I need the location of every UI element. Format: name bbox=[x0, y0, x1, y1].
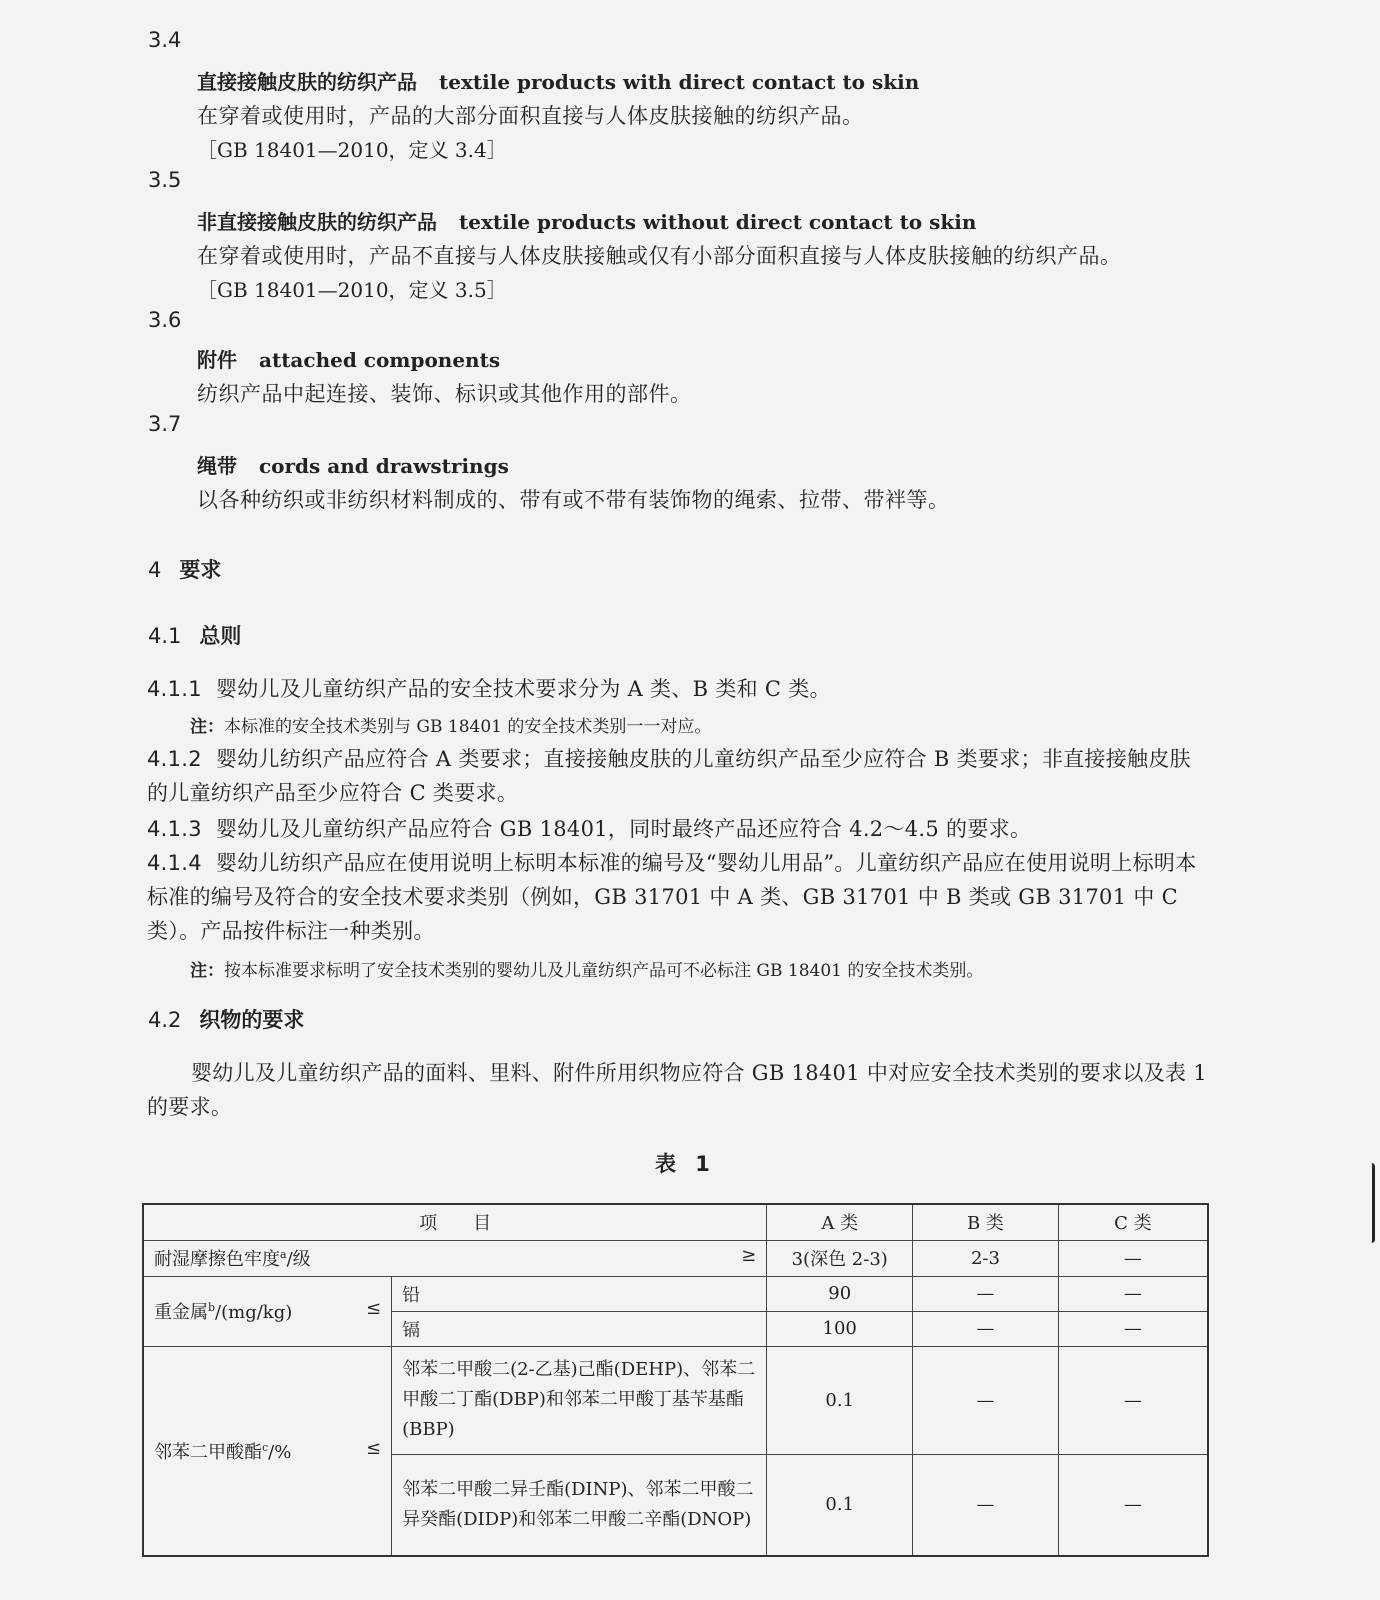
section-number: 4.1 bbox=[148, 624, 182, 648]
term-number: 3.5 bbox=[148, 168, 182, 192]
sub-item: 邻苯二甲酸二异壬酯(DINP)、邻苯二甲酸二异癸酯(DIDP)和邻苯二甲酸二辛酯(DNOP) bbox=[392, 1454, 767, 1556]
value-b: — bbox=[913, 1346, 1059, 1454]
value-b: 2-3 bbox=[913, 1240, 1059, 1276]
value-c: — bbox=[1058, 1240, 1208, 1276]
term-zh: 附件 bbox=[197, 348, 237, 372]
term-reference: ［GB 18401—2010，定义 3.5］ bbox=[197, 278, 507, 302]
row-group-label bbox=[143, 1276, 392, 1346]
row-label bbox=[143, 1240, 767, 1276]
value-a: 3(深色 2-3) bbox=[767, 1240, 913, 1276]
term-en: cords and drawstrings bbox=[259, 454, 509, 478]
section-title: 要求 bbox=[179, 558, 222, 582]
term-en: attached components bbox=[259, 348, 501, 372]
table-caption: 表 1 bbox=[655, 1152, 716, 1176]
sub-item: 铅 bbox=[392, 1276, 767, 1311]
clause-number: 4.1.2 bbox=[147, 747, 202, 771]
value-b: — bbox=[913, 1276, 1059, 1311]
binding-mark bbox=[1368, 1163, 1375, 1243]
clause-4-1-3 bbox=[147, 812, 1207, 846]
section-number: 4 bbox=[148, 558, 162, 582]
term-title bbox=[197, 66, 919, 95]
comparison-symbol: ≥ bbox=[741, 1245, 757, 1266]
term-reference: ［GB 18401—2010，定义 3.4］ bbox=[197, 138, 507, 162]
clause-number: 4.1.4 bbox=[147, 851, 202, 875]
clause-4-1-4 bbox=[147, 846, 1207, 948]
note-label: 注： bbox=[190, 961, 224, 981]
unit-text: /级 bbox=[286, 1249, 311, 1270]
note-text: 本标准的安全技术类别与 GB 18401 的安全技术类别一一对应。 bbox=[224, 717, 712, 737]
value-a: 100 bbox=[767, 1311, 913, 1346]
value-b: — bbox=[913, 1311, 1059, 1346]
term-number: 3.4 bbox=[148, 28, 182, 52]
paragraph-4-2: 婴幼儿及儿童纺织产品的面料、里料、附件所用织物应符合 GB 18401 中对应安全技术类别的要求以及表 1 的要求。 bbox=[147, 1061, 1207, 1119]
value-a: 0.1 bbox=[767, 1454, 913, 1556]
sub-item: 镉 bbox=[392, 1311, 767, 1346]
requirements-table bbox=[142, 1203, 1209, 1557]
section-title: 织物的要求 bbox=[199, 1008, 305, 1032]
table-row bbox=[143, 1240, 1208, 1276]
term-zh: 非直接接触皮肤的纺织产品 bbox=[197, 210, 437, 234]
comparison-symbol: ≤ bbox=[366, 1437, 382, 1459]
term-zh: 直接接触皮肤的纺织产品 bbox=[197, 70, 417, 94]
clause-text: 婴幼儿纺织产品应在使用说明上标明本标准的编号及“婴幼儿用品”。儿童纺织产品应在使用说明上标明本标准的编号及符合的安全技术要求类别（例如，GB 31701 中 A 类、GB 31701 中 B 类或 GB 31701 中 C 类）。产品按件标注一种类别。 bbox=[147, 851, 1197, 943]
footnote-mark: a bbox=[280, 1248, 287, 1261]
header-b: B 类 bbox=[913, 1204, 1059, 1240]
clause-4-1-2 bbox=[147, 742, 1207, 810]
value-c: — bbox=[1058, 1276, 1208, 1311]
unit-text: /% bbox=[268, 1441, 292, 1463]
section-number: 4.2 bbox=[148, 1008, 182, 1032]
value-a: 90 bbox=[767, 1276, 913, 1311]
term-en: textile products without direct contact to skin bbox=[459, 210, 977, 234]
note bbox=[190, 712, 711, 737]
term-en: textile products with direct contact to skin bbox=[439, 70, 920, 94]
value-c: — bbox=[1058, 1311, 1208, 1346]
table-header-row bbox=[143, 1204, 1208, 1240]
term-number: 3.6 bbox=[148, 308, 182, 332]
note bbox=[190, 956, 983, 981]
value-c: — bbox=[1058, 1454, 1208, 1556]
term-definition: 在穿着或使用时，产品的大部分面积直接与人体皮肤接触的纺织产品。 bbox=[197, 104, 864, 128]
clause-text: 婴幼儿纺织产品应符合 A 类要求；直接接触皮肤的儿童纺织产品至少应符合 B 类要求；非直接接触皮肤的儿童纺织产品至少应符合 C 类要求。 bbox=[147, 747, 1191, 805]
term-title bbox=[197, 206, 976, 235]
clause-text: 婴幼儿及儿童纺织产品应符合 GB 18401，同时最终产品还应符合 4.2～4.5 的要求。 bbox=[215, 817, 1032, 841]
note-label: 注： bbox=[190, 717, 224, 737]
label-text: 耐湿摩擦色牢度 bbox=[154, 1249, 280, 1270]
clause-text: 婴幼儿及儿童纺织产品的安全技术要求分为 A 类、B 类和 C 类。 bbox=[215, 677, 831, 701]
unit-text: /(mg/kg) bbox=[215, 1302, 293, 1323]
header-a: A 类 bbox=[767, 1204, 913, 1240]
sub-item: 邻苯二甲酸二(2-乙基)己酯(DEHP)、邻苯二甲酸二丁酯(DBP)和邻苯二甲酸丁基苄基酯(BBP) bbox=[392, 1346, 767, 1454]
term-definition: 以各种纺织或非纺织材料制成的、带有或不带有装饰物的绳索、拉带、带袢等。 bbox=[197, 488, 950, 512]
header-c: C 类 bbox=[1058, 1204, 1208, 1240]
term-title bbox=[197, 344, 500, 373]
value-b: — bbox=[913, 1454, 1059, 1556]
table-row bbox=[143, 1276, 1208, 1311]
section-heading bbox=[148, 1004, 304, 1034]
section-title: 总则 bbox=[199, 624, 242, 648]
note-text: 按本标准要求标明了安全技术类别的婴幼儿及儿童纺织产品可不必标注 GB 18401 的安全技术类别。 bbox=[224, 961, 984, 981]
label-text: 邻苯二甲酸酯 bbox=[154, 1441, 262, 1463]
term-title bbox=[197, 450, 509, 479]
term-zh: 绳带 bbox=[197, 454, 237, 478]
label-text: 重金属 bbox=[154, 1302, 208, 1323]
clause-number: 4.1.3 bbox=[147, 817, 202, 841]
header-item: 项 目 bbox=[143, 1204, 767, 1240]
clause-number: 4.1.1 bbox=[147, 677, 202, 701]
section-heading bbox=[148, 620, 241, 650]
value-c: — bbox=[1058, 1346, 1208, 1454]
term-definition: 在穿着或使用时，产品不直接与人体皮肤接触或仅有小部分面积直接与人体皮肤接触的纺织产品。 bbox=[197, 244, 1122, 268]
term-definition: 纺织产品中起连接、装饰、标识或其他作用的部件。 bbox=[197, 382, 692, 406]
section-heading bbox=[148, 554, 221, 584]
clause-4-1-1 bbox=[147, 672, 1207, 706]
comparison-symbol: ≤ bbox=[366, 1298, 382, 1319]
table-row bbox=[143, 1346, 1208, 1454]
footnote-mark: c bbox=[262, 1440, 269, 1454]
term-number: 3.7 bbox=[148, 412, 182, 436]
row-group-label bbox=[143, 1346, 392, 1556]
footnote-mark: b bbox=[208, 1301, 216, 1314]
value-a: 0.1 bbox=[767, 1346, 913, 1454]
